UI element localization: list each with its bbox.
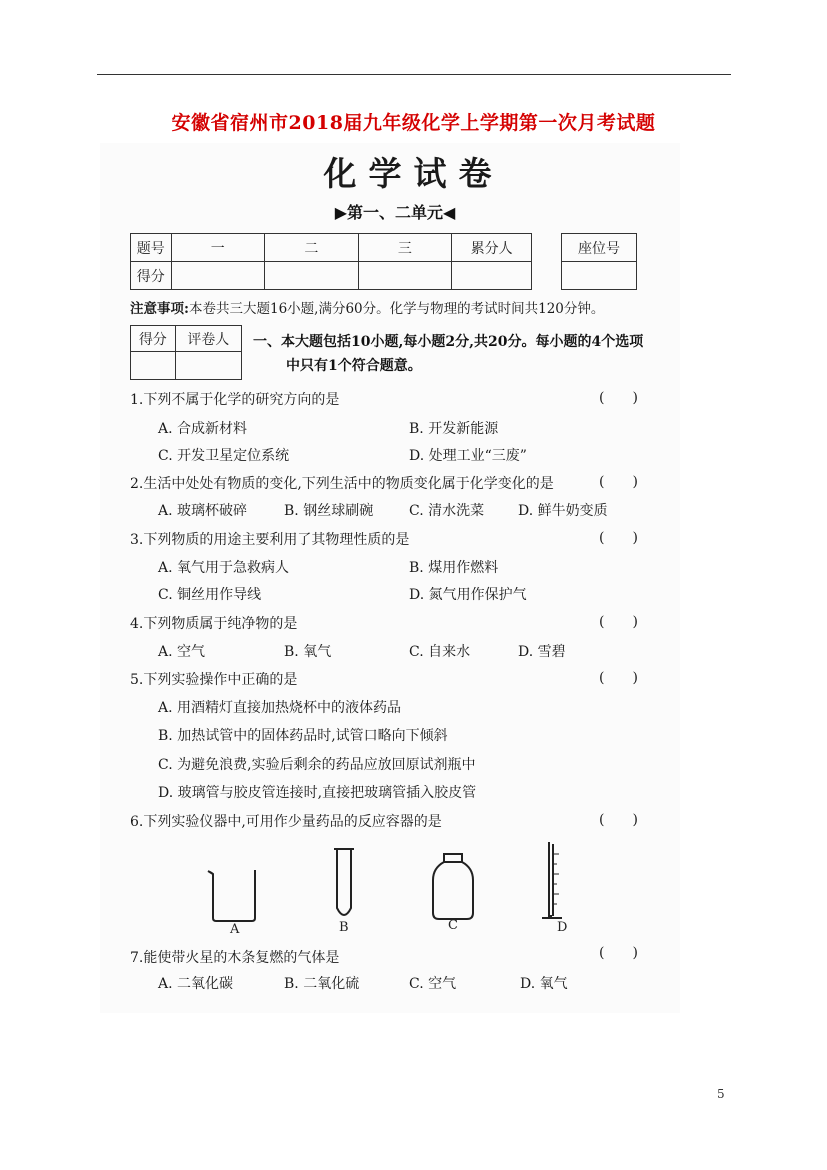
q3-option-a: A. 氧气用于急救病人 <box>158 560 290 576</box>
document-title: 安徽省宿州市2018届九年级化学上学期第一次月考试题 <box>171 112 656 134</box>
q4-option-d: D. 雪碧 <box>518 644 566 660</box>
q2-option-c: C. 清水洗菜 <box>409 503 485 519</box>
question-6: 6.下列实验仪器中,可用作少量药品的反应容器的是 <box>130 814 442 830</box>
test-tube-icon <box>334 849 354 915</box>
question-4: 4.下列物质属于纯净物的是 <box>130 616 298 632</box>
q3-option-b: B. 煤用作燃料 <box>409 560 499 576</box>
question-1: 1.下列不属于化学的研究方向的是 <box>130 392 340 408</box>
q5-option-a: A. 用酒精灯直接加热烧杯中的液体药品 <box>158 700 402 716</box>
answer-blank: ( ) <box>599 670 638 686</box>
q3-option-d: D. 氮气用作保护气 <box>409 587 527 603</box>
q1-option-a: A. 合成新材料 <box>158 421 248 437</box>
grader-cell <box>175 352 241 380</box>
section-1-line-2: 中只有1个符合题意。 <box>286 358 422 374</box>
q6-label-c: C <box>448 918 458 933</box>
beaker-icon <box>208 870 255 921</box>
seat-label: 座位号 <box>562 234 637 262</box>
question-2: 2.生活中处处有物质的变化,下列生活中的物质变化属于化学变化的是 <box>130 476 554 492</box>
score-cell <box>358 262 452 290</box>
col-2: 二 <box>265 234 359 262</box>
notice-text: 本卷共三大题16小题,满分60分。化学与物理的考试时间共120分钟。 <box>188 301 605 317</box>
answer-blank: ( ) <box>599 812 638 828</box>
score-table <box>130 233 532 290</box>
q4-option-b: B. 氧气 <box>284 644 332 660</box>
seat-cell <box>562 262 637 290</box>
q2-option-a: A. 玻璃杯破碎 <box>158 503 248 519</box>
exam-title: 化学试卷 <box>323 154 504 193</box>
seat-table <box>561 233 637 290</box>
q6-label-a: A <box>230 922 240 937</box>
question-3: 3.下列物质的用途主要利用了其物理性质的是 <box>130 532 410 548</box>
q7-option-c: C. 空气 <box>409 976 457 992</box>
col-1: 一 <box>171 234 265 262</box>
q4-option-a: A. 空气 <box>158 644 206 660</box>
graduated-cylinder-icon <box>542 842 562 918</box>
page-number: 5 <box>717 1087 725 1101</box>
score-cell <box>452 262 532 290</box>
q7-option-d: D. 氧气 <box>520 976 568 992</box>
row-header-label: 题号 <box>131 234 172 262</box>
q1-option-c: C. 开发卫星定位系统 <box>158 448 290 464</box>
grader-table <box>130 325 242 380</box>
q2-option-b: B. 钢丝球刷碗 <box>284 503 374 519</box>
question-5: 5.下列实验操作中正确的是 <box>130 672 298 688</box>
answer-blank: ( ) <box>599 474 638 490</box>
notice-label: 注意事项: <box>130 301 189 317</box>
q1-option-b: B. 开发新能源 <box>409 421 499 437</box>
answer-blank: ( ) <box>599 390 638 406</box>
score-row-label: 得分 <box>131 262 172 290</box>
answer-blank: ( ) <box>599 614 638 630</box>
question-7: 7.能使带火星的木条复燃的气体是 <box>130 950 340 966</box>
q5-option-d: D. 玻璃管与胶皮管连接时,直接把玻璃管插入胶皮管 <box>158 785 477 801</box>
q7-option-a: A. 二氧化碳 <box>158 976 234 992</box>
apparatus-figure <box>190 838 590 938</box>
q5-option-b: B. 加热试管中的固体药品时,试管口略向下倾斜 <box>158 728 448 744</box>
grader-score-label: 得分 <box>131 326 176 352</box>
q6-label-b: B <box>339 920 349 935</box>
section-1-header <box>253 330 643 378</box>
col-3: 三 <box>358 234 452 262</box>
unit-label: ▶第一、二单元◀ <box>334 203 456 222</box>
reagent-bottle-icon <box>433 854 473 919</box>
score-cell <box>171 262 265 290</box>
notice <box>130 297 604 317</box>
q4-option-c: C. 自来水 <box>409 644 471 660</box>
q7-option-b: B. 二氧化硫 <box>284 976 360 992</box>
grader-label: 评卷人 <box>175 326 241 352</box>
answer-blank: ( ) <box>599 945 638 961</box>
q3-option-c: C. 铜丝用作导线 <box>158 587 262 603</box>
q2-option-d: D. 鲜牛奶变质 <box>518 503 608 519</box>
answer-blank: ( ) <box>599 530 638 546</box>
q6-label-d: D <box>557 920 568 935</box>
score-cell <box>265 262 359 290</box>
q1-option-d: D. 处理工业“三废” <box>409 448 527 464</box>
section-1-line-1: 一、本大题包括10小题,每小题2分,共20分。每小题的4个选项 <box>253 334 644 350</box>
q5-option-c: C. 为避免浪费,实验后剩余的药品应放回原试剂瓶中 <box>158 757 476 773</box>
grader-cell <box>131 352 176 380</box>
header-rule <box>97 74 731 75</box>
col-accumulator: 累分人 <box>452 234 532 262</box>
